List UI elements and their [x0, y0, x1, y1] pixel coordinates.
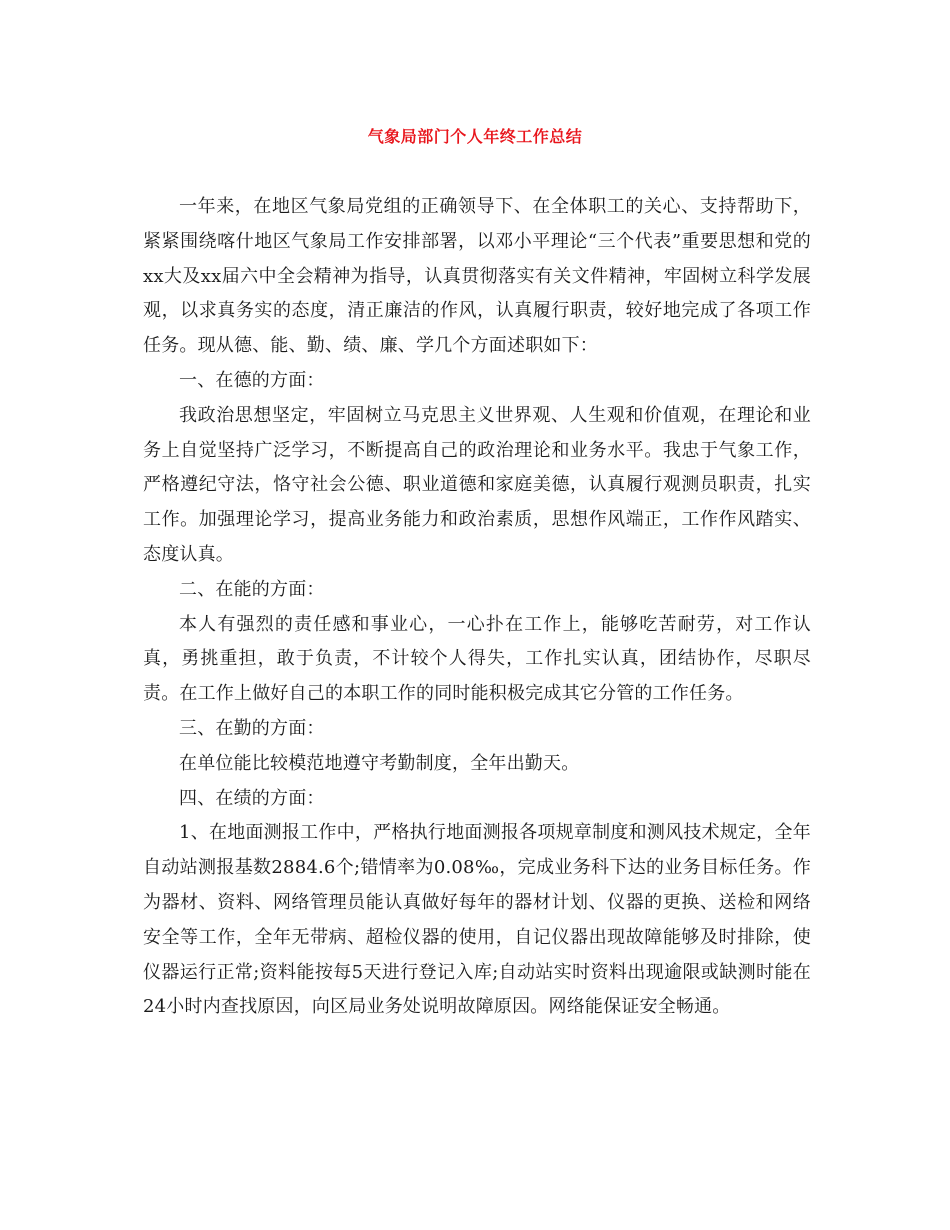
document-body — [143, 190, 811, 1025]
section-heading-ji: 四、在绩的方面： — [179, 787, 325, 809]
document-title: 气象局部门个人年终工作总结 — [367, 127, 583, 146]
paragraph-ji-1: 1、在地面测报工作中，严格执行地面测报各项规章制度和测风技术规定，全年自动站测报基数2884.6个;错情率为0.08‰，完成业务科下达的业务目标任务。作为器材、资料、网络管理员能认真做好每年的器材计划、仪器的更换、送检和网络安全等工作，全年无带病、超检仪器的使用，自记仪器出现故障能够及时排除，使仪器运行正常;资料能按每5天进行登记入库;自动站实时资料出现逾限或缺测时能在24小时内查找原因，向区局业务处说明故障原因。网络能保证安全畅通。 — [143, 822, 811, 1018]
paragraph-neng: 本人有强烈的责任感和事业心，一心扑在工作上，能够吃苦耐劳，对工作认真，勇挑重担，敢于负责，不计较个人得失，工作扎实认真，团结协作，尽职尽责。在工作上做好自己的本职工作的同时能积极完成其它分管的工作任务。 — [143, 613, 811, 705]
paragraph-qin: 在单位能比较模范地遵守考勤制度，全年出勤天。 — [179, 752, 580, 774]
paragraph-intro: 一年来，在地区气象局党组的正确领导下、在全体职工的关心、支持帮助下，紧紧围绕喀什地区气象局工作安排部署，以邓小平理论“三个代表”重要思想和党的xx大及xx届六中全会精神为指导，认真贯彻落实有关文件精神，牢固树立科学发展观，以求真务实的态度，清正廉洁的作风，认真履行职责，较好地完成了各项工作任务。现从德、能、勤、绩、廉、学几个方面述职如下： — [143, 196, 811, 357]
paragraph-de: 我政治思想坚定，牢固树立马克思主义世界观、人生观和价值观，在理论和业务上自觉坚持广泛学习，不断提高自己的政治理论和业务水平。我忠于气象工作，严格遵纪守法，恪守社会公德、职业道德和家庭美德，认真履行观测员职责，扎实工作。加强理论学习，提高业务能力和政治素质，思想作风端正，工作作风踏实、态度认真。 — [143, 404, 811, 565]
section-heading-de: 一、在德的方面： — [179, 369, 325, 391]
section-heading-neng: 二、在能的方面： — [179, 578, 325, 600]
section-heading-qin: 三、在勤的方面： — [179, 717, 325, 739]
